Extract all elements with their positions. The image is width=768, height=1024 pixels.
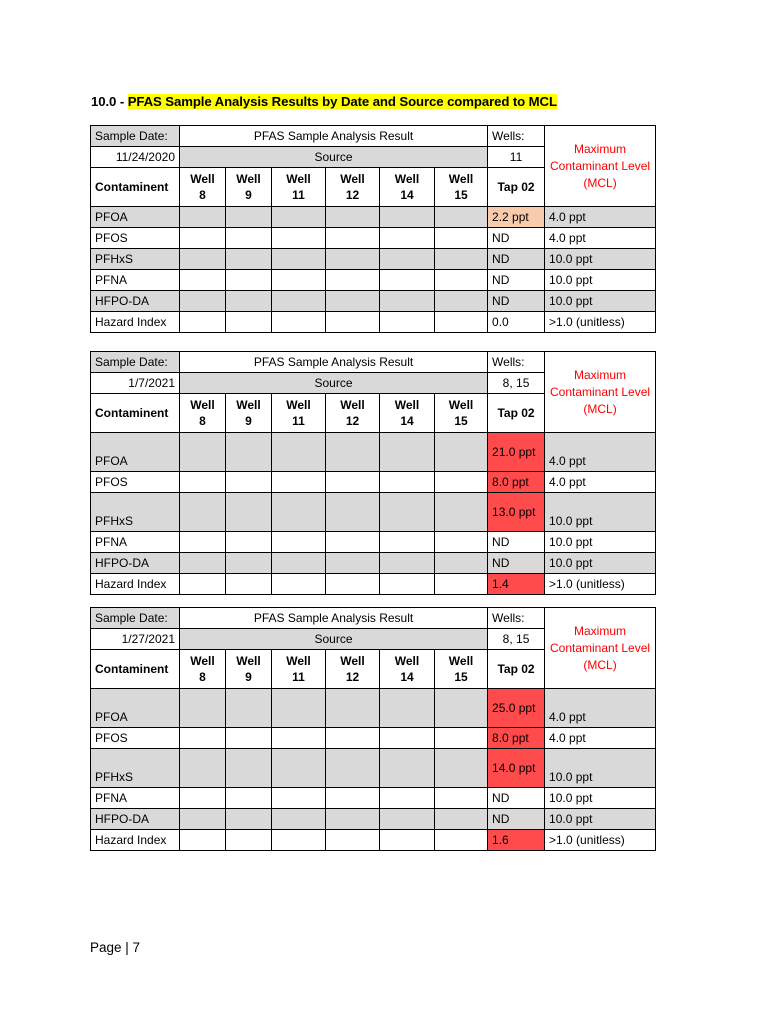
wells-label: Wells: <box>488 126 545 147</box>
tap-header: Tap 02 <box>488 650 545 689</box>
contaminant-name: Hazard Index <box>91 312 180 333</box>
mcl-value: 4.0 ppt <box>545 433 656 472</box>
mcl-value: 10.0 ppt <box>545 553 656 574</box>
tap-value: 1.6 <box>488 830 545 851</box>
contaminant-name: PFHxS <box>91 493 180 532</box>
contaminant-name: PFHxS <box>91 249 180 270</box>
sample-date-label: Sample Date: <box>91 126 180 147</box>
page-number: Page | 7 <box>90 940 141 955</box>
tap-value: ND <box>488 788 545 809</box>
mcl-value: >1.0 (unitless) <box>545 574 656 595</box>
contaminant-name: PFOS <box>91 728 180 749</box>
mcl-value: 10.0 ppt <box>545 249 656 270</box>
well-header-9: Well 9 <box>226 394 272 433</box>
contaminant-name: Hazard Index <box>91 574 180 595</box>
table-row <box>91 228 656 249</box>
tap-value: 21.0 ppt <box>488 433 545 472</box>
contaminent-header: Contaminent <box>91 650 180 689</box>
source-header: Source <box>180 373 488 394</box>
well-header-14: Well 14 <box>380 650 435 689</box>
sample-date-value: 11/24/2020 <box>91 147 180 168</box>
contaminant-name: HFPO-DA <box>91 291 180 312</box>
well-header-8: Well 8 <box>180 168 226 207</box>
well-header-8: Well 8 <box>180 394 226 433</box>
tap-value: ND <box>488 228 545 249</box>
wells-label: Wells: <box>488 608 545 629</box>
well-header-11: Well 11 <box>272 650 326 689</box>
contaminant-name: Hazard Index <box>91 830 180 851</box>
well-header-15: Well 15 <box>435 650 488 689</box>
well-header-11: Well 11 <box>272 168 326 207</box>
source-header: Source <box>180 147 488 168</box>
mcl-header: Maximum Contaminant Level (MCL) <box>545 126 656 207</box>
contaminant-name: PFOA <box>91 689 180 728</box>
tap-value: ND <box>488 532 545 553</box>
table-row <box>91 532 656 553</box>
tap-value: 8.0 ppt <box>488 728 545 749</box>
tap-value: 13.0 ppt <box>488 493 545 532</box>
tap-value: ND <box>488 249 545 270</box>
contaminant-name: PFOA <box>91 207 180 228</box>
results-table-1 <box>90 125 656 333</box>
mcl-value: 10.0 ppt <box>545 532 656 553</box>
mcl-value: 4.0 ppt <box>545 207 656 228</box>
mcl-value: 4.0 ppt <box>545 728 656 749</box>
tap-header: Tap 02 <box>488 168 545 207</box>
result-header: PFAS Sample Analysis Result <box>180 608 488 629</box>
source-header: Source <box>180 629 488 650</box>
mcl-value: 10.0 ppt <box>545 809 656 830</box>
well-header-12: Well 12 <box>326 394 380 433</box>
well-header-12: Well 12 <box>326 168 380 207</box>
contaminant-name: HFPO-DA <box>91 553 180 574</box>
wells-value: 8, 15 <box>488 629 545 650</box>
sample-date-label: Sample Date: <box>91 352 180 373</box>
contaminant-name: PFNA <box>91 532 180 553</box>
tap-value: ND <box>488 270 545 291</box>
contaminent-header: Contaminent <box>91 168 180 207</box>
mcl-value: 4.0 ppt <box>545 689 656 728</box>
table-row <box>91 493 656 532</box>
contaminent-header: Contaminent <box>91 394 180 433</box>
mcl-value: >1.0 (unitless) <box>545 312 656 333</box>
table-row <box>91 312 656 333</box>
sample-date-label: Sample Date: <box>91 608 180 629</box>
tap-value: 0.0 <box>488 312 545 333</box>
well-header-11: Well 11 <box>272 394 326 433</box>
well-header-14: Well 14 <box>380 168 435 207</box>
table-row <box>91 749 656 788</box>
sample-date-value: 1/27/2021 <box>91 629 180 650</box>
section-heading <box>91 94 557 109</box>
tap-value: ND <box>488 809 545 830</box>
table-row <box>91 728 656 749</box>
table-row <box>91 830 656 851</box>
mcl-value: 4.0 ppt <box>545 472 656 493</box>
mcl-value: 10.0 ppt <box>545 493 656 532</box>
mcl-value: 10.0 ppt <box>545 270 656 291</box>
table-row <box>91 433 656 472</box>
tap-value: 1.4 <box>488 574 545 595</box>
table-row <box>91 553 656 574</box>
well-header-14: Well 14 <box>380 394 435 433</box>
wells-label: Wells: <box>488 352 545 373</box>
mcl-value: 10.0 ppt <box>545 749 656 788</box>
well-header-15: Well 15 <box>435 168 488 207</box>
well-header-12: Well 12 <box>326 650 380 689</box>
contaminant-name: PFOA <box>91 433 180 472</box>
table-row <box>91 788 656 809</box>
mcl-value: >1.0 (unitless) <box>545 830 656 851</box>
table-row <box>91 291 656 312</box>
contaminant-name: PFNA <box>91 270 180 291</box>
tap-value: 2.2 ppt <box>488 207 545 228</box>
mcl-header: Maximum Contaminant Level (MCL) <box>545 608 656 689</box>
result-header: PFAS Sample Analysis Result <box>180 126 488 147</box>
table-row <box>91 270 656 291</box>
table-row <box>91 809 656 830</box>
tap-value: ND <box>488 553 545 574</box>
table-row <box>91 207 656 228</box>
contaminant-name: HFPO-DA <box>91 809 180 830</box>
mcl-value: 10.0 ppt <box>545 788 656 809</box>
table-row <box>91 574 656 595</box>
mcl-header: Maximum Contaminant Level (MCL) <box>545 352 656 433</box>
section-title: PFAS Sample Analysis Results by Date and Source compared to MCL <box>127 94 557 109</box>
contaminant-name: PFOS <box>91 472 180 493</box>
contaminant-name: PFHxS <box>91 749 180 788</box>
tap-value: 14.0 ppt <box>488 749 545 788</box>
tap-value: ND <box>488 291 545 312</box>
section-number: 10.0 - <box>91 94 128 109</box>
tap-header: Tap 02 <box>488 394 545 433</box>
mcl-value: 4.0 ppt <box>545 228 656 249</box>
table-row <box>91 249 656 270</box>
wells-value: 8, 15 <box>488 373 545 394</box>
contaminant-name: PFNA <box>91 788 180 809</box>
sample-date-value: 1/7/2021 <box>91 373 180 394</box>
tap-value: 8.0 ppt <box>488 472 545 493</box>
well-header-9: Well 9 <box>226 650 272 689</box>
well-header-9: Well 9 <box>226 168 272 207</box>
tap-value: 25.0 ppt <box>488 689 545 728</box>
table-row <box>91 472 656 493</box>
table-row <box>91 689 656 728</box>
well-header-8: Well 8 <box>180 650 226 689</box>
results-table-2 <box>90 351 656 595</box>
mcl-value: 10.0 ppt <box>545 291 656 312</box>
well-header-15: Well 15 <box>435 394 488 433</box>
results-table-3 <box>90 607 656 851</box>
result-header: PFAS Sample Analysis Result <box>180 352 488 373</box>
contaminant-name: PFOS <box>91 228 180 249</box>
wells-value: 11 <box>488 147 545 168</box>
